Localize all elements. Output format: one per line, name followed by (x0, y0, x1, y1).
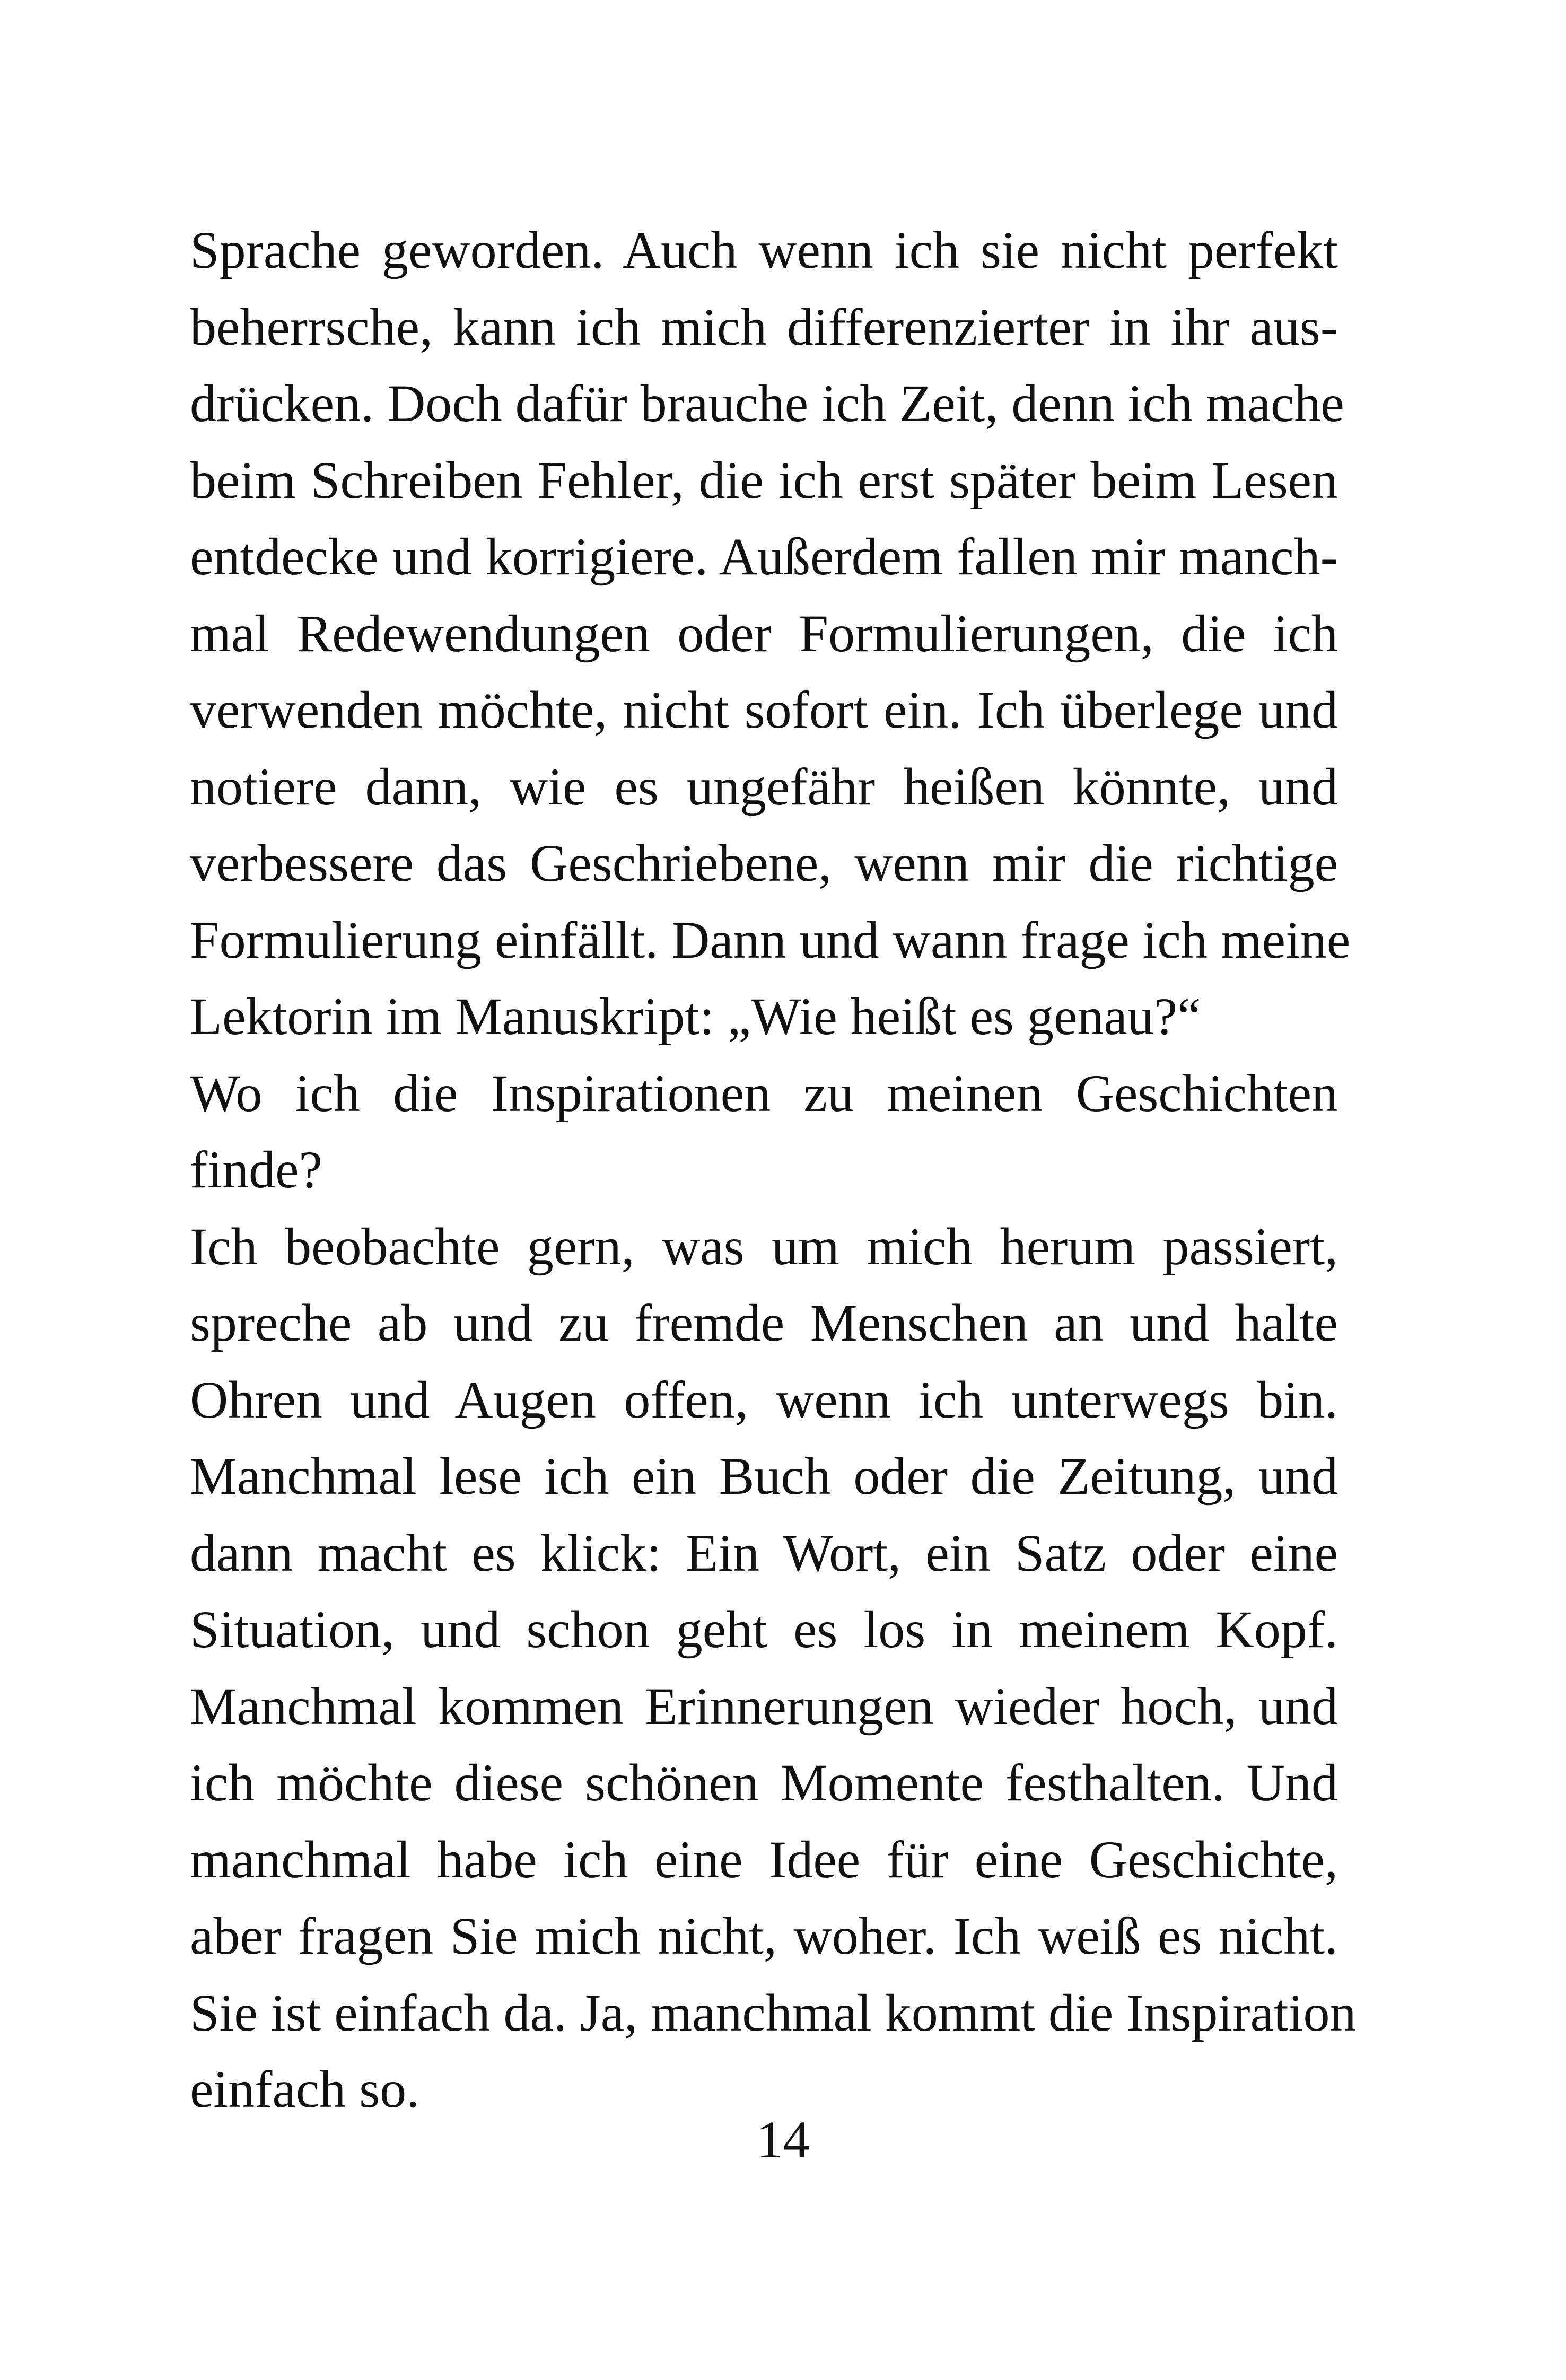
text-line: Manchmal kommen Erinnerungen wieder hoch, und (190, 1676, 1338, 1736)
text-line: aber fragen Sie mich nicht, woher. Ich weiß es nicht. (190, 1906, 1338, 1965)
text-line: mal Redewendungen oder Formulierungen, die ich (190, 603, 1338, 663)
text-line: Ich beobachte gern, was um mich herum passiert, (190, 1217, 1338, 1276)
text-line: ich möchte diese schönen Momente festhalten. Und (190, 1753, 1338, 1812)
text-line: einfach so. (190, 2060, 420, 2119)
text-line: verwenden möchte, nicht sofort ein. Ich überlege und (190, 680, 1338, 739)
text-line: Sie ist einfach da. Ja, manchmal kommt die Inspiration (190, 1983, 1357, 2042)
text-line: finde? (190, 1140, 322, 1199)
text-line: Sprache geworden. Auch wenn ich sie nicht perfekt (190, 221, 1338, 279)
text-line: notiere dann, wie es ungefähr heißen könnte, und (190, 757, 1338, 816)
text-line: dann macht es klick: Ein Wort, ein Satz oder eine (190, 1523, 1338, 1582)
text-line: spreche ab und zu fremde Menschen an und halte (190, 1293, 1338, 1352)
page-number: 14 (756, 2110, 810, 2169)
text-line: Lektorin im Manuskript: „Wie heißt es genau?“ (190, 987, 1201, 1046)
text-line: Formulierung einfällt. Dann und wann frage ich meine (190, 910, 1351, 969)
text-line: beherrsche, kann ich mich differenzierter in ihr aus- (190, 297, 1338, 356)
text-line: entdecke und korrigiere. Außerdem fallen mir manch- (190, 527, 1338, 586)
text-line: beim Schreiben Fehler, die ich erst später beim Lesen (190, 450, 1338, 510)
text-line: drücken. Doch dafür brauche ich Zeit, denn ich mache (190, 374, 1344, 433)
text-line: verbessere das Geschriebene, wenn mir die richtige (190, 834, 1338, 892)
body-text (190, 212, 1357, 2128)
text-line: Manchmal lese ich ein Buch oder die Zeitung, und (190, 1447, 1338, 1506)
text-line: manchmal habe ich eine Idee für eine Geschichte, (190, 1830, 1338, 1889)
text-line: Situation, und schon geht es los in meinem Kopf. (190, 1600, 1338, 1659)
text-line: Wo ich die Inspirationen zu meinen Geschichten (190, 1063, 1338, 1123)
text-line: Ohren und Augen offen, wenn ich unterwegs bin. (190, 1370, 1338, 1429)
